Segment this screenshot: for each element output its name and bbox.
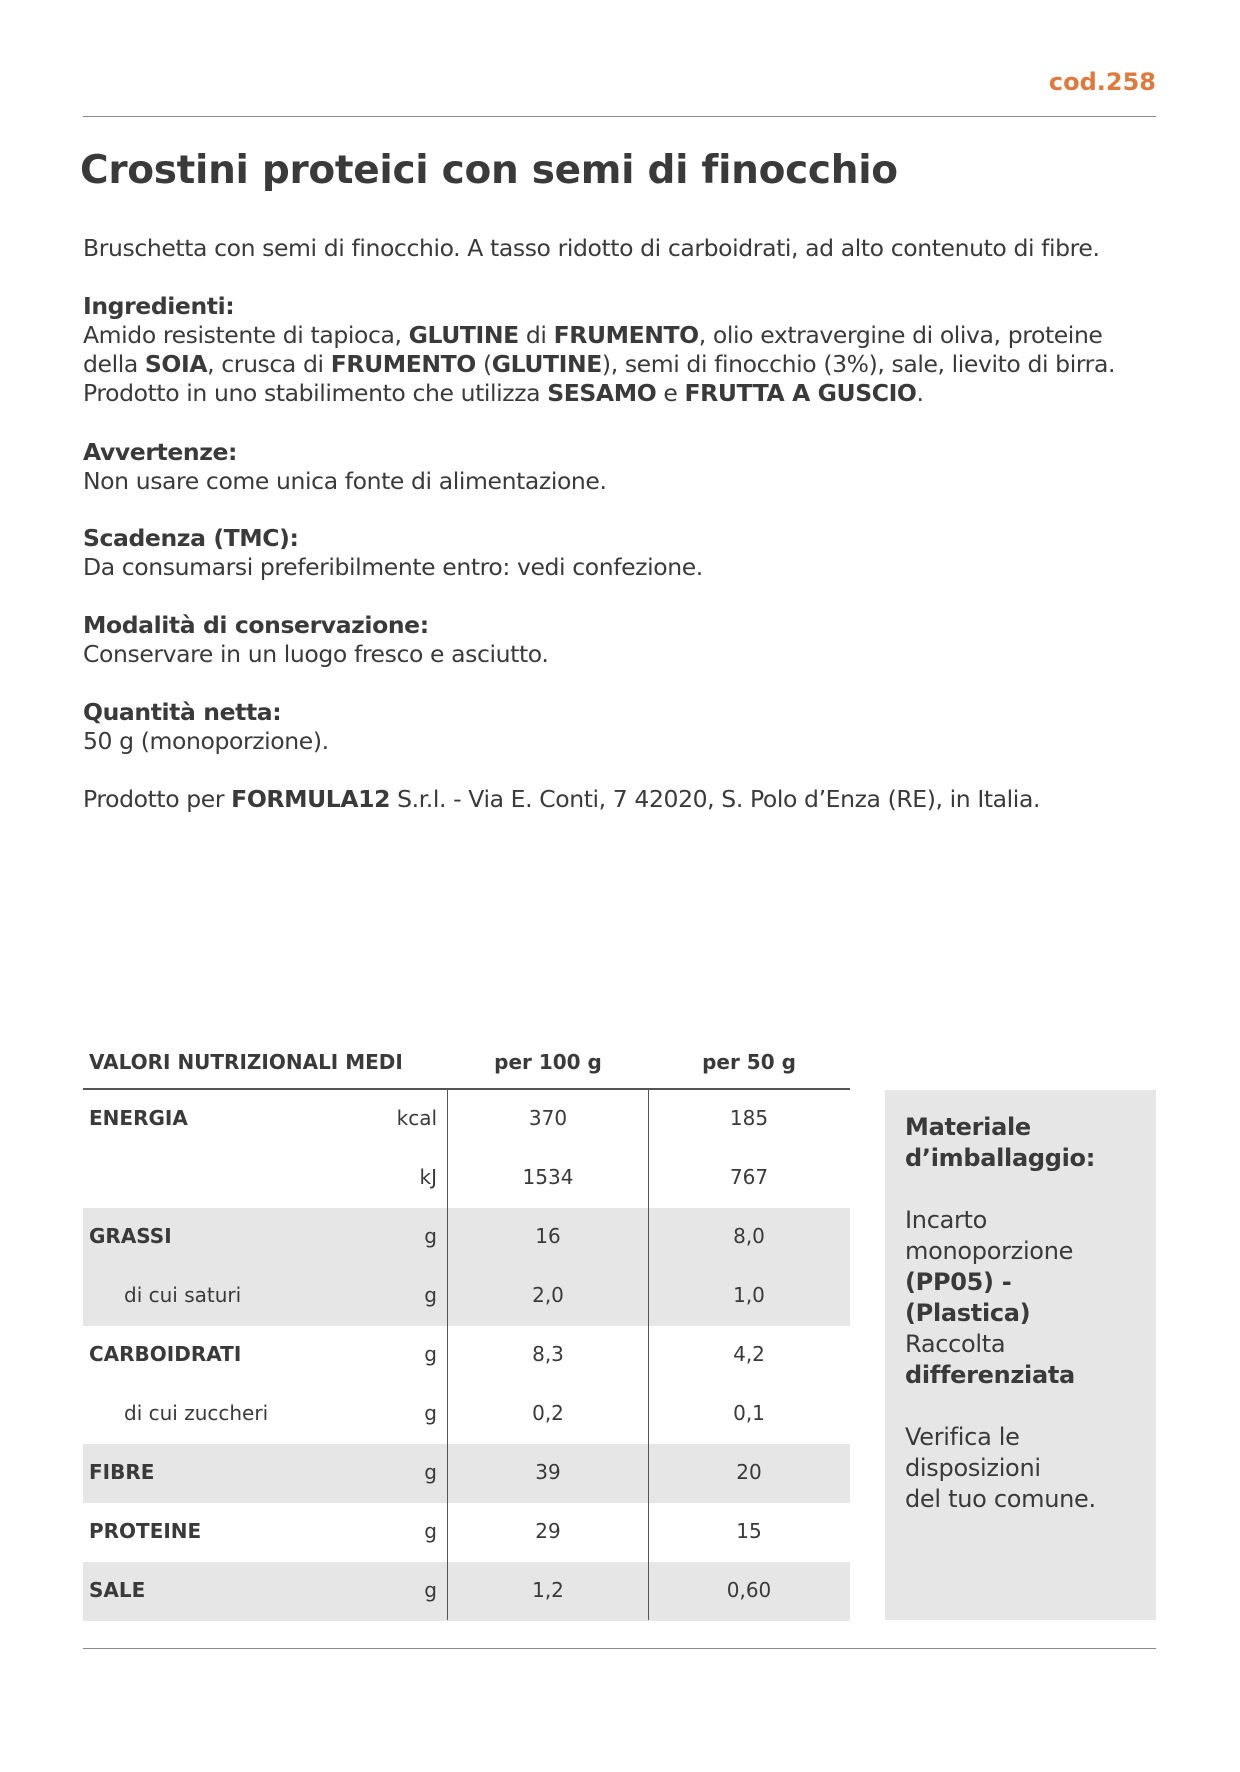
storage-heading: Modalità di conservazione:: [83, 611, 429, 639]
allergen-text: FRUMENTO: [330, 350, 476, 378]
nutrient-value-per100: 29: [535, 1519, 561, 1543]
packaging-line-5: differenziata: [905, 1361, 1075, 1389]
column-divider-2: [648, 1090, 649, 1620]
nutrient-value-per50: 15: [736, 1519, 762, 1543]
product-description: [83, 234, 1163, 263]
nutrient-unit: g: [424, 1224, 437, 1248]
ingredient-text: e: [656, 379, 685, 407]
warnings-section: [83, 438, 1163, 496]
bottom-divider: [83, 1648, 1156, 1649]
producer-brand: FORMULA12: [231, 785, 391, 813]
ingredient-text: Amido resistente di tapioca,: [83, 321, 409, 349]
nutrient-label: CARBOIDRATI: [89, 1342, 242, 1366]
nutrient-value-per100: 8,3: [532, 1342, 564, 1366]
nutrient-label: di cui zuccheri: [124, 1401, 269, 1425]
allergen-text: FRUMENTO: [553, 321, 699, 349]
expiry-text: Da consumarsi preferibilmente entro: vedi confezione.: [83, 553, 703, 581]
quantity-section: [83, 698, 1163, 756]
nutrient-unit: kcal: [396, 1106, 437, 1130]
storage-section: [83, 611, 1163, 669]
packaging-heading-line1: Materiale: [905, 1113, 1031, 1141]
ingredients-allergen-notice: [83, 379, 924, 407]
nutrient-label: ENERGIA: [89, 1106, 188, 1130]
nutrient-value-per100: 2,0: [532, 1283, 564, 1307]
product-code: cod.258: [1048, 68, 1156, 96]
nutrient-unit: g: [424, 1460, 437, 1484]
expiry-heading: Scadenza (TMC):: [83, 524, 299, 552]
quantity-heading: Quantità netta:: [83, 698, 282, 726]
nutrition-header-per100: per 100 g: [494, 1050, 602, 1074]
nutrient-value-per50: 0,60: [726, 1578, 772, 1602]
storage-text: Conservare in un luogo fresco e asciutto.: [83, 640, 549, 668]
allergen-text: SESAMO: [547, 379, 657, 407]
allergen-text: GLUTINE: [491, 350, 602, 378]
packaging-line-1: Incarto: [905, 1206, 988, 1234]
nutrient-label: FIBRE: [89, 1460, 155, 1484]
nutrient-value-per50: 185: [729, 1106, 769, 1130]
nutrition-row: [83, 1149, 850, 1208]
producer-address: S.r.l. - Via E. Conti, 7 42020, S. Polo d’Enza (RE), in Italia.: [390, 785, 1041, 813]
page-title: Crostini proteici con semi di finocchio: [80, 148, 898, 193]
nutrient-value-per100: 1,2: [532, 1578, 564, 1602]
packaging-line-2: monoporzione: [905, 1237, 1074, 1265]
nutrition-row: [83, 1562, 850, 1621]
allergen-text: FRUTTA A GUSCIO: [684, 379, 917, 407]
warnings-heading: Avvertenze:: [83, 438, 238, 466]
nutrient-label: di cui saturi: [124, 1283, 242, 1307]
nutrition-row: [83, 1208, 850, 1267]
nutrient-value-per50: 8,0: [733, 1224, 765, 1248]
packaging-info-box: [885, 1090, 1156, 1620]
nutrient-label: SALE: [89, 1578, 146, 1602]
nutrient-value-per50: 767: [729, 1165, 769, 1189]
nutrient-label: PROTEINE: [89, 1519, 202, 1543]
nutrient-unit: g: [424, 1283, 437, 1307]
nutrient-unit: g: [424, 1401, 437, 1425]
column-divider-1: [447, 1090, 448, 1620]
packaging-line-6: Verifica le: [905, 1423, 1020, 1451]
nutrient-unit: g: [424, 1342, 437, 1366]
nutrient-value-per100: 39: [535, 1460, 561, 1484]
ingredient-text: , crusca di: [207, 350, 331, 378]
packaging-line-4: Raccolta: [905, 1330, 1006, 1358]
nutrition-header-per50: per 50 g: [702, 1050, 796, 1074]
nutrition-row: [83, 1090, 850, 1149]
nutrition-row: [83, 1385, 850, 1444]
ingredient-text: di: [518, 321, 554, 349]
nutrient-value-per100: 370: [528, 1106, 568, 1130]
nutrient-value-per100: 0,2: [532, 1401, 564, 1425]
packaging-line-7: disposizioni: [905, 1454, 1041, 1482]
nutrient-value-per50: 4,2: [733, 1342, 765, 1366]
packaging-line-3: (PP05) - (Plastica): [905, 1268, 1031, 1327]
nutrient-label: GRASSI: [89, 1224, 172, 1248]
nutrient-value-per100: 1534: [522, 1165, 574, 1189]
nutrition-row: [83, 1503, 850, 1562]
nutrient-unit: kJ: [419, 1165, 437, 1189]
ingredients-text: [83, 321, 1115, 378]
warnings-text: Non usare come unica fonte di alimentazione.: [83, 467, 607, 495]
quantity-text: 50 g (monoporzione).: [83, 727, 329, 755]
expiry-section: [83, 524, 1163, 582]
ingredient-text: .: [916, 379, 924, 407]
producer-info: [83, 785, 1163, 814]
nutrient-value-per50: 20: [736, 1460, 762, 1484]
nutrient-value-per50: 0,1: [733, 1401, 765, 1425]
nutrition-header-title: VALORI NUTRIZIONALI MEDI: [89, 1050, 403, 1074]
description-text: Bruschetta con semi di finocchio. A tasso ridotto di carboidrati, ad alto contenuto di fibre.: [83, 234, 1100, 262]
nutrition-row: [83, 1444, 850, 1503]
nutrition-row: [83, 1326, 850, 1385]
ingredient-text: , olio extravergine di oliva, proteine della: [83, 321, 1103, 378]
nutrition-row: [83, 1267, 850, 1326]
top-divider: [83, 116, 1156, 117]
ingredients-heading: Ingredienti:: [83, 292, 235, 320]
ingredient-text: (: [475, 350, 492, 378]
allergen-text: GLUTINE: [408, 321, 519, 349]
producer-prefix: Prodotto per: [83, 785, 232, 813]
packaging-heading-line2: d’imballaggio:: [905, 1144, 1096, 1172]
ingredient-text: Prodotto in uno stabilimento che utilizza: [83, 379, 548, 407]
nutrition-header: [83, 1040, 850, 1088]
nutrient-value-per50: 1,0: [733, 1283, 765, 1307]
ingredient-text: ), semi di finocchio (3%), sale, lievito di birra.: [601, 350, 1116, 378]
allergen-text: SOIA: [144, 350, 208, 378]
packaging-line-8: del tuo comune.: [905, 1485, 1096, 1513]
nutrient-value-per100: 16: [535, 1224, 561, 1248]
nutrient-unit: g: [424, 1519, 437, 1543]
ingredients-section: [83, 292, 1163, 408]
nutrient-unit: g: [424, 1578, 437, 1602]
